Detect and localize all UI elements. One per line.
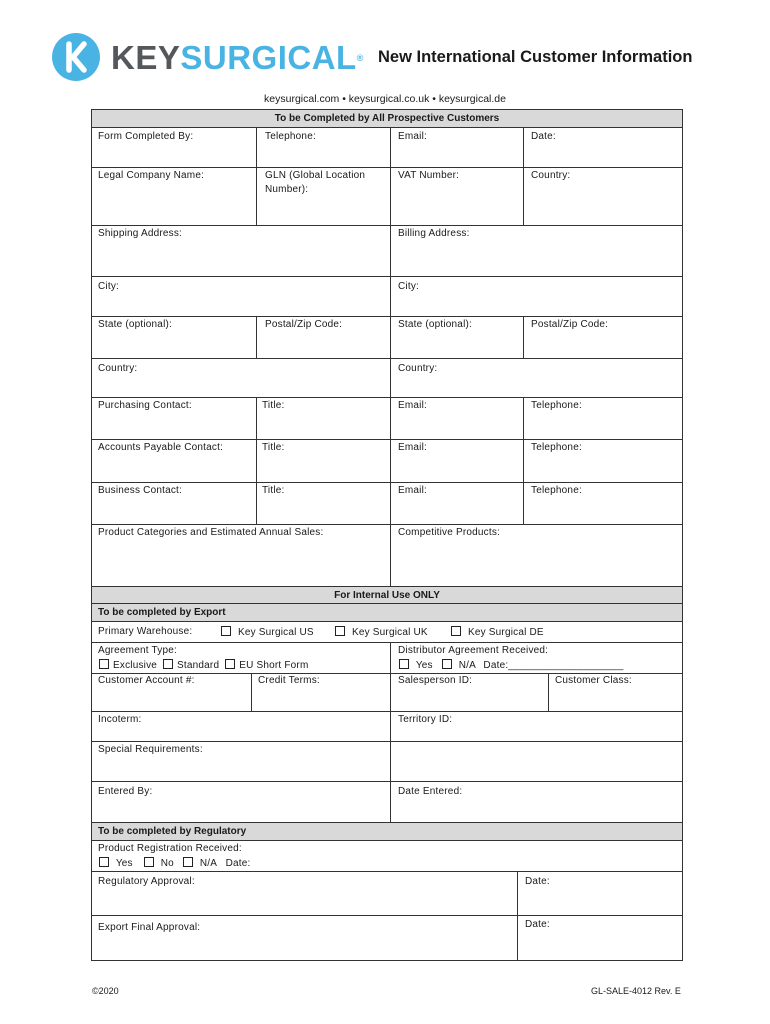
billing-city-field[interactable]: City: [398,281,419,292]
purchasing-email-field[interactable]: Email: [398,400,427,411]
rule [92,741,682,742]
accounts-payable-title-field[interactable]: Title: [262,442,285,453]
regulatory-approval-field[interactable]: Regulatory Approval: [98,876,195,887]
rule [523,316,524,358]
rule [548,673,549,711]
rule [390,127,391,225]
checkbox-icon[interactable] [163,659,173,669]
incoterm-field[interactable]: Incoterm: [98,714,142,725]
business-contact-field[interactable]: Business Contact: [98,485,182,496]
distributor-na-option[interactable]: N/A [458,660,476,671]
brand-logo [111,38,364,78]
purchasing-contact-field[interactable]: Purchasing Contact: [98,400,192,411]
rule [523,127,524,225]
entered-by-field[interactable]: Entered By: [98,786,153,797]
product-registration-options [99,857,250,869]
rule [92,781,682,782]
k-logo-icon [52,33,100,81]
business-telephone-field[interactable]: Telephone: [531,485,582,496]
registration-yes-option[interactable]: Yes [115,858,133,869]
checkbox-icon[interactable] [221,626,231,636]
warehouse-uk-label: Key Surgical UK [351,627,428,638]
registration-no-option[interactable]: No [160,858,174,869]
checkbox-icon[interactable] [99,857,109,867]
legal-company-name-field[interactable]: Legal Company Name: [98,170,205,181]
form-completed-by-field[interactable]: Form Completed By: [98,131,194,142]
rule [256,316,257,358]
logo-registered-mark: ® [356,53,364,63]
logo-key-text: KEY [111,39,181,76]
rule [92,316,682,317]
business-email-field[interactable]: Email: [398,485,427,496]
logo-surgical-text: SURGICAL [180,39,357,76]
accounts-payable-field[interactable]: Accounts Payable Contact: [98,442,224,453]
rule [390,358,391,397]
checkbox-icon[interactable] [442,659,452,669]
rule [92,524,682,525]
rule [256,127,257,225]
rule [92,673,682,674]
distributor-yes-option[interactable]: Yes [415,660,433,671]
rule [251,673,252,711]
rule [92,397,682,398]
primary-warehouse-label: Primary Warehouse: [98,626,193,637]
rule [92,621,682,622]
rule [390,397,391,586]
accounts-payable-email-field[interactable]: Email: [398,442,427,453]
regulatory-approval-date-field[interactable]: Date: [525,876,550,887]
special-requirements-field[interactable]: Special Requirements: [98,744,203,755]
competitive-products-field[interactable]: Competitive Products: [398,527,501,538]
agreement-type-options [99,659,308,671]
shipping-city-field[interactable]: City: [98,281,119,292]
eu-short-form-option[interactable]: EU Short Form [239,660,309,671]
document-code: GL-SALE-4012 Rev. E [591,986,681,996]
section-export-header: To be completed by Export [92,604,682,621]
rule [92,276,682,277]
exclusive-option[interactable]: Exclusive [113,660,158,671]
rule [92,711,682,712]
shipping-country-field[interactable]: Country: [98,363,138,374]
rule [92,871,682,872]
rule [256,397,257,524]
gln-field-line2: Number): [265,184,309,195]
distributor-agreement-label: Distributor Agreement Received: [398,645,549,656]
registration-date-field[interactable]: Date: [225,858,251,869]
checkbox-icon[interactable] [399,659,409,669]
export-final-approval-field[interactable]: Export Final Approval: [98,922,201,933]
registration-na-option[interactable]: N/A [199,858,217,869]
website-list: keysurgical.com • keysurgical.co.uk • keysurgical.de [264,93,506,105]
rule [92,482,682,483]
warehouse-us-label: Key Surgical US [237,627,314,638]
accounts-payable-telephone-field[interactable]: Telephone: [531,442,582,453]
customer-account-field[interactable]: Customer Account #: [98,675,195,686]
rule [92,915,682,916]
product-registration-label: Product Registration Received: [98,843,242,854]
rule [92,167,682,168]
agreement-type-label: Agreement Type: [98,645,177,656]
purchasing-title-field[interactable]: Title: [262,400,285,411]
distributor-date-field[interactable]: Date:____________________ [483,660,624,671]
rule [92,642,682,643]
date-field[interactable]: Date: [531,131,556,142]
billing-postal-field[interactable]: Postal/Zip Code: [531,319,609,330]
billing-state-field[interactable]: State (optional): [398,319,472,330]
section-regulatory-header: To be completed by Regulatory [92,823,682,840]
shipping-address-field[interactable]: Shipping Address: [98,228,183,239]
checkbox-icon[interactable] [183,857,193,867]
checkbox-icon[interactable] [451,626,461,636]
rule [92,439,682,440]
rule [92,225,682,226]
salesperson-id-field[interactable]: Salesperson ID: [398,675,473,686]
country-field[interactable]: Country: [531,170,571,181]
credit-terms-field[interactable]: Credit Terms: [258,675,320,686]
copyright: ©2020 [92,986,119,996]
rule [390,781,391,822]
checkbox-icon[interactable] [335,626,345,636]
gln-field[interactable]: GLN (Global Location [265,170,366,181]
email-field[interactable]: Email: [398,131,427,142]
checkbox-icon[interactable] [99,659,109,669]
business-title-field[interactable]: Title: [262,485,285,496]
rule [92,840,682,841]
billing-address-field[interactable]: Billing Address: [398,228,470,239]
customer-form [91,109,683,961]
rule [523,397,524,524]
warehouse-de-label: Key Surgical DE [467,627,544,638]
vat-number-field[interactable]: VAT Number: [398,170,460,181]
rule [390,225,391,358]
shipping-postal-field[interactable]: Postal/Zip Code: [265,319,343,330]
warehouse-us-option[interactable] [221,626,314,638]
territory-id-field[interactable]: Territory ID: [398,714,453,725]
product-categories-field[interactable]: Product Categories and Estimated Annual Sales: [98,527,324,538]
customer-class-field[interactable]: Customer Class: [555,675,632,686]
document-title: New International Customer Information [378,48,693,66]
export-final-approval-date-field[interactable]: Date: [525,919,550,930]
date-entered-field[interactable]: Date Entered: [398,786,463,797]
shipping-state-field[interactable]: State (optional): [98,319,172,330]
rule [92,358,682,359]
section-internal-header: For Internal Use ONLY [92,587,682,603]
warehouse-uk-option[interactable] [335,626,428,638]
billing-country-field[interactable]: Country: [398,363,438,374]
telephone-field[interactable]: Telephone: [265,131,316,142]
warehouse-de-option[interactable] [451,626,544,638]
standard-option[interactable]: Standard [177,660,220,671]
checkbox-icon[interactable] [144,857,154,867]
purchasing-telephone-field[interactable]: Telephone: [531,400,582,411]
section-customer-header: To be Completed by All Prospective Customers [92,110,682,127]
distributor-agreement-options [399,659,624,671]
rule [92,127,682,128]
checkbox-icon[interactable] [225,659,235,669]
